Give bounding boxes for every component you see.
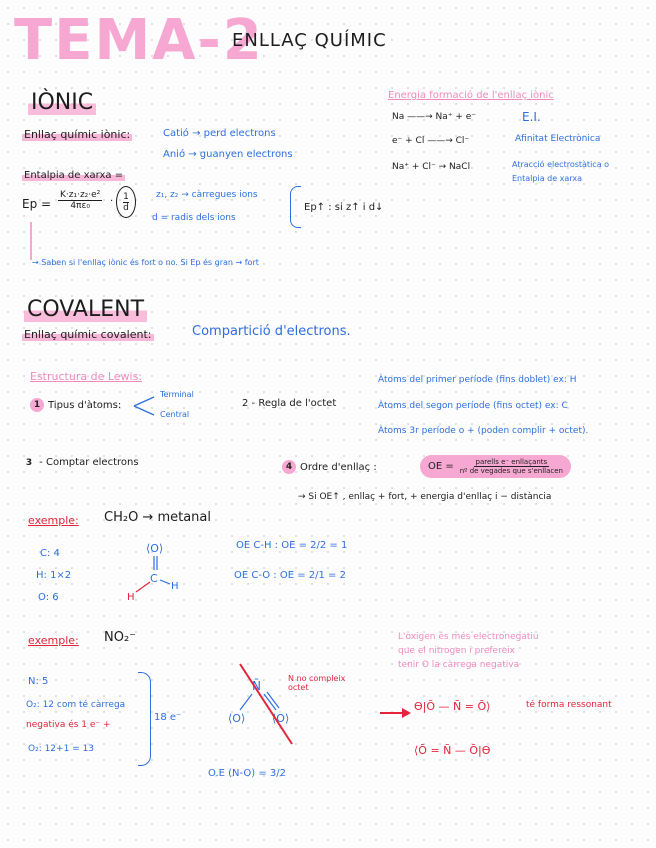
svg-text:H: H (171, 581, 179, 592)
z-note: z₁, z₂ → càrregues ions (156, 190, 258, 200)
example-1-oxygen: O: 6 (38, 592, 59, 603)
example-1-label: exemple: (28, 514, 79, 527)
atom-type-branch (132, 394, 158, 418)
cation-text: Catió → perd electrons (163, 128, 276, 139)
ep-label: Ep = (22, 197, 52, 211)
ep-rule-bracket (290, 186, 301, 228)
energy-formation-title: Energia formació de l'enllaç iònic (388, 90, 554, 101)
resonance-structure-2: ⟨Ō = N̄ — Ō|ϴ (414, 744, 491, 757)
step-4-number: 4 (282, 460, 296, 474)
example-1-hydrogen: H: 1×2 (36, 570, 72, 581)
covalent-definition-text: Compartició d'electrons. (192, 324, 351, 339)
d-note: d = radis dels ions (152, 213, 236, 223)
svg-text:⟨O⟩: ⟨O⟩ (228, 712, 246, 725)
step-1: 1 Tipus d'àtoms: (30, 398, 121, 412)
example-2-total-electrons: 18 e⁻ (154, 712, 182, 723)
ep-numerator: K·z₁·z₂·e² (60, 190, 101, 200)
origin-note-2: que el nitrogen i prefereix (398, 646, 515, 656)
electron-count-bracket (138, 672, 151, 766)
ep-dot: · (110, 196, 114, 207)
ep-rule: Ep↑ : si z↑ i d↓ (304, 202, 384, 213)
svg-text:N̄: N̄ (252, 679, 261, 693)
example-2-formula: NO₂⁻ (104, 630, 137, 645)
central-label: Central (160, 410, 190, 419)
section-covalent-heading: COVALENT (24, 297, 147, 322)
anion-text: Anió → guanyen electrons (163, 149, 293, 160)
bond-order-rule: → Si OE↑ , enllaç + fort, + energia d'enllaç i − distància (298, 492, 552, 502)
methanal-lewis-structure (120, 540, 184, 606)
page-title: TEMA-2 (14, 8, 264, 73)
resonance-arrow-icon (378, 706, 414, 720)
step-2: 2 - Regla de l'octet (242, 398, 337, 409)
page-subtitle: ENLLAÇ QUÍMIC (232, 30, 387, 51)
example-2-label: exemple: (28, 634, 79, 647)
example-2-oxygen-2: O₂: 12+1 = 13 (28, 744, 95, 754)
ionic-footnote: → Saben si l'enllaç iònic és fort o no. Si Ep és gran → fort (32, 258, 259, 267)
covalent-definition-label: Enllaç químic covalent: (24, 328, 152, 341)
reaction-3-note-1: Atracció electrostàtica o (512, 160, 610, 169)
example-2-oxygen-1b: negativa és 1 e⁻ + (26, 720, 111, 730)
resonant-note: té forma ressonant (526, 700, 612, 710)
ep-denominator: 4πε₀ (70, 201, 90, 211)
svg-text:⟨O⟩: ⟨O⟩ (146, 542, 164, 555)
ep-formula-fraction (58, 190, 102, 211)
svg-text:C: C (150, 572, 158, 585)
step-3: 3 - Comptar electrons (25, 457, 139, 468)
example-1-carbon: C: 4 (40, 548, 60, 559)
reaction-3: Na⁺ + Cl⁻ → NaCl (392, 162, 471, 172)
origin-note-3: tenir O la càrrega negativa (398, 660, 520, 670)
svg-text:H: H (127, 592, 135, 603)
resonance-structure-1: ϴ|Ō — N̄ = Ō⟩ (414, 700, 491, 713)
step-1-number: 1 (30, 398, 44, 412)
example-1-formula: CH₂O → metanal (104, 510, 211, 525)
one-over-d: 1 d (116, 186, 136, 218)
bond-order-formula: OE = parells e⁻ enllaçants nº de vegades que s'enllacen (420, 455, 571, 478)
footnote-arrow-line (30, 222, 32, 260)
example-2-nitrogen: N: 5 (28, 676, 49, 687)
reaction-2-note: Afinitat Electrònica (515, 134, 601, 144)
svg-text:⟨O⟩: ⟨O⟩ (272, 712, 290, 725)
no-octet-note: N no compleix octet (288, 674, 346, 692)
atoms-second-period: Àtoms del segon període (fins octet) ex: C (378, 401, 568, 411)
bond-order-co: OE C-O : OE = 2/1 = 2 (234, 570, 346, 581)
terminal-label: Terminal (160, 390, 194, 399)
example-2-bond-order: O.E (N-O) = 3/2 (208, 768, 287, 779)
reaction-3-note-2: Entalpia de xarxa (512, 174, 583, 183)
ionic-definition-label: Enllaç químic iònic: (24, 128, 131, 141)
atoms-third-period: Àtoms 3r període o + (poden complir + octet). (378, 426, 589, 436)
reaction-1-note: E.I. (522, 110, 541, 124)
example-2-oxygen-1: O₂: 12 com té càrrega (26, 700, 126, 710)
reaction-1: Na ——→ Na⁺ + e⁻ (392, 112, 477, 122)
step-4: 4 Ordre d'enllaç : (282, 460, 377, 474)
lewis-structure-label: Estructura de Lewis: (30, 370, 143, 383)
reaction-2: e⁻ + Cl ——→ Cl⁻ (392, 136, 470, 146)
origin-note-1: L'oxigen és més electronegatiu (398, 632, 539, 642)
atoms-first-period: Àtoms del primer període (fins doblet) ex: H (378, 375, 577, 385)
lattice-enthalpy-label: Entalpia de xarxa = (24, 170, 124, 181)
section-ionic-heading: IÒNIC (28, 90, 96, 115)
bond-order-ch: OE C-H : OE = 2/2 = 1 (236, 540, 348, 551)
